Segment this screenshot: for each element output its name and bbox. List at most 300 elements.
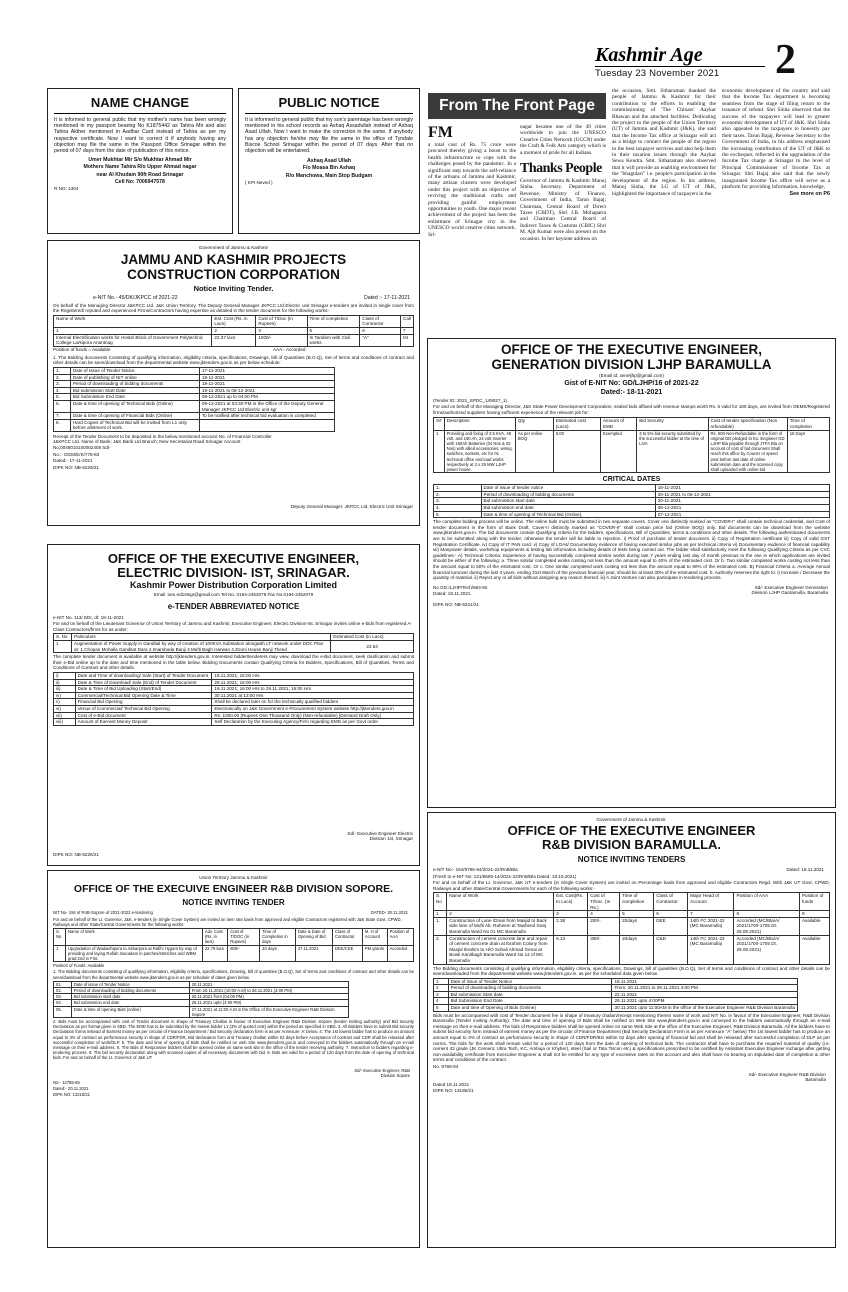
public-notice-sign3: R/o Manchowa, Main Stop Budgam — [285, 172, 373, 179]
col-num: 6 — [654, 911, 688, 918]
table-cell: Accorded (MC/Bla/A/ 2021/1700-1705 Dt. 29.09.2021) — [734, 935, 800, 964]
kpdcl-schedule-table — [53, 672, 414, 726]
kpdcl-org: Kashmir Power Distribution Corporation Limited — [129, 580, 337, 590]
table-cell: 15 Days — [787, 430, 829, 473]
table-cell: Internal Electrification works for Hostel Block of Government Polytechnic College Larkipora Anantnag — [54, 334, 212, 346]
col-header: Time of Completion in days — [260, 929, 296, 946]
table-cell: 22.11.2021 — [612, 991, 798, 998]
col-header: Date & Date of Opening of Bid — [295, 929, 332, 946]
table-cell: 3 — [434, 991, 449, 998]
table-cell: Date & time of opening of Technical Bids (Online) — [70, 400, 199, 412]
table-row — [434, 1005, 798, 1012]
col-header: Name of Work — [66, 929, 203, 946]
sopore-no: No:- 12765-65 — [53, 1079, 80, 1085]
table-cell: Bid submission start date — [481, 498, 655, 505]
table-cell: viii) — [54, 719, 76, 726]
table-cell: 1000/- — [256, 334, 307, 346]
table-cell: Period of downloading of bidding documents — [481, 491, 655, 498]
divider — [245, 113, 413, 114]
sopore-schedule-table — [53, 981, 349, 1018]
table-cell: 22.79 lacs — [202, 945, 227, 962]
table-row — [434, 998, 798, 1005]
ljhp-dated2: Dated: 18.11.2021 — [433, 591, 471, 597]
table-row — [54, 640, 414, 652]
sopore-gov: Union Territory Jammu & Kashmir — [199, 875, 268, 880]
jkpcc-sign: Deputy General Manager, JKPCC Ltd. Electric Unit Srinagar — [290, 504, 413, 510]
ljhp-tender — [427, 338, 836, 808]
table-cell: 07-12-2021 — [655, 511, 829, 518]
thanks-heading: Thanks People — [520, 161, 602, 177]
table-row — [54, 686, 414, 693]
table-row — [54, 705, 414, 712]
table-cell: 20 days — [260, 945, 296, 962]
col-num: 7 — [688, 911, 734, 918]
rnb-title2: R&B DIVISION BARAMULLA. — [541, 836, 722, 852]
table-cell: Accorded — [387, 945, 413, 962]
jkpcc-para: 1. The Bidding documents Consisting of qualifying information, eligibility criteria, specifications, Drawings, bill of Quantities (B.O.Q), Set of terms and conditions of contract and other details can be seen/download from the departmental website www.jktenders.gov.in as per below schedule: — [53, 354, 414, 366]
public-notice-sign1: Ashaq Asad Ullah — [307, 158, 351, 165]
front-page-banner-text: From The Front Page — [439, 97, 595, 114]
sopore-funds: Position of Funds: Available — [53, 963, 105, 969]
table-row — [434, 985, 798, 992]
col-header: Cost of T/Doc (In Rupees) — [256, 315, 307, 327]
table-cell: Available — [799, 935, 829, 964]
table-cell: In Tandem with Civil works — [307, 334, 360, 346]
table-row — [54, 367, 335, 374]
col-header: Amount of EMD — [600, 418, 636, 430]
table-cell: i) — [54, 672, 76, 679]
name-change-body: It is informed to general public that my mother's name has been wrongly mentioned in my passport bearing No K1875442 as Tahira Mir and also Tahira Akther mentioned in Aadhar Card instead of Tahira as per my respective certificate. Now I want to correct it if anybody having any objection may file the same in the Passport Office Srinagar within the period of 07 days from the date of publication of this notice. — [54, 117, 226, 155]
table-cell: 30.11.2021 at 13:00 Hrs — [212, 692, 414, 699]
table-cell: 06-12-2021 — [655, 504, 829, 511]
name-change-sign4: Cell No: 7006947578 — [115, 178, 165, 185]
table-cell: Date of issue of Tender Notice — [448, 978, 612, 985]
table-cell: Electronically on J&K Government e-Procurement System website http://jktenders.gov.in — [212, 705, 414, 712]
col-num: 9 — [799, 911, 829, 918]
rnb-baramulla-tender — [427, 812, 836, 1248]
col-header: Est. Cost(Rs. In Lacs) — [554, 893, 588, 911]
rnb-no: No. 9785-94 — [433, 1064, 459, 1069]
col-header: Cost of T/Doc. (In Rs.) — [588, 893, 620, 911]
rnb-title1: OFFICE OF THE EXECUTIVE ENGINEER — [507, 822, 756, 838]
jkpcc-receipt: Receipt of the Tender Document to be deposited in the below mentioned account No. of Financial Controller J&KPCC Ltd. Name of Bank; J&K Bank Ltd Branch; New Secretariat Road Srinagar Account No;0048010100002408 Sd/- — [53, 433, 272, 451]
table-cell: 23.54 — [331, 640, 414, 652]
sopore-title: OFFICE OF THE EXECUIVE ENGINEER R&B DIVISION SOPORE. — [73, 882, 394, 895]
col-header: Position of funds — [799, 893, 829, 911]
table-cell: Construction of Lane /Drain from Masjid to Back side lane of Mufti Ab. Raheem at Tawheed Ganj Baramulla Ward No 01 MC Baramulla — [447, 917, 554, 935]
col-header: Major Head of Account — [688, 893, 734, 911]
table-cell: 26.11.2021 upto (4:00 PM) — [189, 1000, 348, 1006]
table-cell: From. 20.11.2021 to 29.11.2021 4:00 PM — [612, 985, 798, 992]
table-row — [54, 334, 414, 346]
table-cell: Exempted — [600, 430, 636, 473]
sopore-para: 1. The Bidding documents consisting of qualifying information, eligibility criteria, specifications, Drawing, bill of quantities (B.O.Q), Set of terms and conditions of contract and other details can be seen/download from the departmental website www.jktenders.gov.in as per schedule of dates given below. — [53, 969, 414, 980]
table-cell: 4. — [54, 387, 71, 394]
table-cell: Bid submission Start Date — [70, 387, 199, 394]
table-cell: 18.11.2021; 16:00 Hrs — [212, 672, 414, 679]
table-cell: 14th FC 2021-22 (MC Baramulla) — [688, 935, 734, 964]
table-cell: Date & time of opening of Financial Bids (Online) — [70, 413, 199, 420]
table-cell: 18.11.2021; 16:00 Hrs to 29.11.2021; 16:00 Hrs — [212, 686, 414, 693]
rnb-fresh: (Fresh to e-NIT No: 121/8605-14/2021-22/RnB/Bla Dated: 18.10.2021) — [433, 873, 577, 879]
table-cell: PM grants — [362, 945, 387, 962]
fm-col2a: nagar became one of the 49 cities worldwide to join the UNESCO Creative Cities Network (UCCN) under the Craft & Folk Arts category which is a moment of pride for all Indians. — [520, 124, 606, 156]
issue-date: Tuesday 23 November 2021 — [595, 68, 720, 79]
kpdcl-para: The complete tender document is available at website http://jktenders.gov.in. Interested bidder/tenderers may view, download the e-Bid document, seek clarification and submit their e-Bid online up to the date and time mentioned in the table below. Bidding Documents contain Qualifying Criteria for Bidders, Specifications, Bill of Quantities, Terms and Conditions of Contract and other details. — [53, 654, 414, 671]
col-num: 1 — [54, 327, 212, 334]
rnb-intro: For and on behalf of the Lt. Governor, J&K UT e-tenders (in Single Cover System) are invited on Percentage basis from approved and eligible Contractors Regd. With J&K UT Govt. CPWD, Railways and other State/Central Governments for each of the following works:- — [433, 880, 830, 891]
rnb-body: Bids must be accompanied with cost of Tender document fee in shape of treasury challan/receipt mentioning therein name of work and NIT No. in favour of the Executive Engineer, R&B Division Baramulla (Tender inviting Authority). The date and time of opening of Bids shall be notified on Web Site www.jktenders.gov.in and conveyed to the bidders automatically through an e-mail message on their e-mail address. The bids of Responsive bidders shall be opened online on same Web Site at the office of the Executive Engineer, R&B Division Baramulla. All the bidders have to submit bid security form instead of earnest money as per the circular of Finance Department (Bid Security Declaration Form is as per Annexure "A" below) The 1st lowest bidder has to produce an amount equal to 3% of contract as performance security in shape of CDR/FDR/BG within 02 days after opening of financial bid and shall be released after successful completion of DLP as per norms. The bids for the work shall remain valid for a period of 120 days from the date of opening of technical bids. The contractor shall have to purchase the required material of quality (i.e. cement 43 grade (JK Cement, Ultra Tech, KC, Ambuja or Khyber), steel (Sail or Tata Tiscon etc) & specifications prescribed to be certified by Assistant Executive Engineer incharge after getting non-availability certificate from Executive Engineer & shall not be entitled for any type of excessive rates on this account and also shall have no bearing on stipulated date of completion & other terms and conditions of the contract. — [433, 1012, 830, 1063]
ljhp-no: No GD /LJHP/Tech/684-92 — [433, 584, 488, 590]
table-cell: Bid submission end date — [481, 504, 655, 511]
col-header: Particulars — [72, 634, 331, 641]
ljhp-gist: Gist of E-NIT No: GD/LJHP/16 of 2021-22 — [564, 379, 699, 387]
table-cell: DEE — [654, 917, 688, 935]
ljhp-dated: Dated:- 18-11-2021 — [600, 388, 663, 396]
col-header: Adv. Cost (Rs. in lacs) — [202, 929, 227, 946]
table-cell: 1. — [434, 485, 482, 492]
table-cell: iv) — [54, 692, 76, 699]
table-cell: 7. — [54, 413, 71, 420]
table-cell: Rs. 1000.00 (Rupees One Thousand Only) (Non-refundable) [Demand Draft Only] — [212, 712, 414, 719]
sopore-nit: NIT No- 194 of RnB-Sopore of 2021-2022 e-tendering — [53, 909, 153, 915]
kpdcl-dipk: DIPK NO: NB-5226/21 — [53, 852, 99, 858]
table-cell: C&D — [654, 935, 688, 964]
table-cell: 09-12-2021 at 03:30 PM in the Office of the Deputy General Manager JKPCC Ltd Electric unit sgr — [199, 400, 334, 412]
table-cell: iii) — [54, 686, 76, 693]
col-header: Time of completion — [307, 315, 360, 327]
table-row — [54, 394, 335, 401]
jkpcc-gov: Government of Jammu & Kashmir — [198, 245, 269, 250]
table-cell: 18.11.2021 — [612, 978, 798, 985]
table-cell: 4 — [434, 998, 449, 1005]
table-row — [54, 719, 414, 726]
jkpcc-schedule-table — [53, 367, 335, 432]
table-row — [434, 498, 830, 505]
table-cell: Shall be declared later on for the technically qualified bidders — [212, 699, 414, 706]
jkpcc-dated2: Dated:- 17-11-2021 — [53, 458, 93, 464]
table-cell: 18-11-2021 — [655, 485, 829, 492]
table-row — [434, 978, 798, 985]
table-row — [434, 485, 830, 492]
table-cell: 3 to 5% bid security submitted by the successful bidder at the time of LOA — [637, 430, 708, 473]
rnb-gov: Government of Jammu & Kashmir. — [596, 817, 667, 822]
table-row — [54, 374, 335, 381]
sopore-body: 2. Bids must be accompanied with cost of Tender document in shape of Treasury Challan in favour of Executive Engineer R&B Division Sopore (tender inviting authority) and Bid security Declaration as per format given in SBD. The EMD has to be submitted by the lowest bidder L1 (3% of quoted cost) within the period as specified in SBD. 3. All Bidders have to submit Bid security Declaration forms instead of Earnest money as per circular of Finance Department / Bid Security declaration form is as per Annexure 'A' below. 4. The 1st lowest bidder has to produce an amount equal to 3% of contract as performance security in shape of CDR/FDR, Bid declaration form and Treasury challan within 02 days before Acceptance of contract and CDR shall be released after successful completion of work/DLP. 5. The date and time of opening of Bids shall be notified on web Site www.jktenders.gov.in and conveyed to the bidders automatically through an e-mail message on their e-mail address. 6. The Bids of Responsive bidders shall be opened online on same web site in the office of the tender receiving authority. 7. Instruction to bidders regarding e-tendering process. 8. The bid security declaration along with scanned copies of all necessary documents with bid. 9. Bids are valid for a period of 120 days from the date of opening of technical bids. For and on behalf of the Lt. Governor of J&K UT — [53, 1019, 414, 1061]
table-cell: Ist — [401, 334, 414, 346]
sopore-tender — [47, 870, 420, 1248]
table-cell: Upgradation of Wadaishipora to Akbarpora at Rafihi Hygam by way of providing and laying Rafiah macadam in patches/stretches and WBM grad 2nd in Fmt. — [66, 945, 203, 962]
sopore-work-table — [53, 928, 414, 962]
kpdcl-abbr: e-TENDER ABBREVIATED NOTICE — [167, 601, 300, 611]
col-header: S# — [434, 418, 445, 430]
table-cell: Augmentation of Power Supply in Gandital by way of creation of 100KVA Substation alongwith LT network under DDC Plan at: 1.Chopan Mohalla Ganditat Dara 2.Imamboda Banji 3.Mufti Bagh Harwan 4.Zooni House Banji Theed — [72, 640, 331, 652]
ljhp-email: (Email id: xeneljhp@gmail.com) — [599, 373, 664, 378]
table-cell: Financial Bid Opening — [75, 699, 212, 706]
sopore-dated: DATED- 20.11.2021 — [370, 909, 408, 915]
col-header: Est. Cost (Rs. in Lacs) — [212, 315, 256, 327]
jkpcc-no: No.:- DGM/E/K/778-83 — [53, 451, 100, 457]
ljhp-sign: Sd/- Executive Engineer Generation Division LJHP Gantamulla, Baramulla — [751, 584, 828, 596]
table-cell: Cost of e-Bid document — [75, 712, 212, 719]
table-cell: 1 — [54, 640, 72, 652]
masthead — [595, 37, 835, 83]
public-notice-title: PUBLIC NOTICE — [278, 95, 380, 110]
col-header: Class of Contractor — [333, 929, 363, 946]
table-cell: Commercial/Technical Bid Opening Date & Time — [75, 692, 212, 699]
public-notice-body: It is informed to general public that my son's parentage has been wrongly mentioned in his school records as Ashaq Assadullah instead of Ashaq Asad Ullah. Now I want to make the correction in the same. If anybody has any objection he/she may file the same in the office of Tyndale Biscoe School Srinagar within the period of 07 days. After that no objection will be entertained. — [245, 117, 413, 155]
col-num: 5 — [620, 911, 654, 918]
table-cell: 4. — [434, 504, 482, 511]
table-cell: Bid submission end date — [71, 1000, 189, 1006]
table-cell: Period of downloading of bidding documents — [70, 381, 199, 388]
table-cell: 5 — [434, 1005, 449, 1012]
table-cell: 1 — [54, 945, 66, 962]
sopore-dated2: Dated:- 20.11.2021 — [53, 1085, 89, 1091]
jkpcc-subtitle: Notice Inviting Tender. — [193, 283, 274, 293]
table-cell: 6. — [54, 400, 71, 412]
table-cell: 20-11-2021 — [655, 498, 829, 505]
table-cell: 2. — [434, 935, 447, 964]
table-cell: Period of downloading of bidding documents — [448, 985, 612, 992]
rnb-dated: Dated: 18.11.2021 — [786, 866, 824, 872]
kpdcl-sign: Sd/- Executive Engineer Electric Division 1st, Srinagar — [347, 830, 413, 842]
table-cell: Providing and fixing of 3.5 KVA, 48 volt, and 160 Ah, 24 volt Inverter with 160Ah Batteries (04 Nos & 02 Nos) with allied accessories, wiring, switches, sockets, etc for 01 technical office and load works respectively at 3 x 25 MW LJHP power house. — [444, 430, 515, 473]
table-cell: 5. — [54, 394, 71, 401]
jkpcc-intro: On behalf of the Managing Director J&KPCC Ltd. J&K Union Territory, The Deputy General Manager JKPCC Ltd Electric unit Srinagar e-tenders are invited in single cover from the Registered/ reputed and experienced Firms/Contractors having expertise as detailed in the tender document for the following works:- — [53, 302, 414, 314]
col-header: Description — [444, 418, 515, 430]
name-change-title: NAME CHANGE — [90, 95, 190, 110]
kpdcl-nit: e-NIT No. 113/ EDI, dt: 18-11-2021 — [53, 614, 124, 620]
rnb-dated2: Dated 18.11.2021 — [433, 1081, 470, 1087]
table-cell: 02. — [54, 988, 72, 994]
table-row — [54, 672, 414, 679]
kpdcl-title2: ELECTRIC DIVISION- IST, SRINAGAR. — [117, 565, 350, 580]
ljhp-title2: GENERATION DIVISION LJHP BARAMULLA — [491, 357, 772, 372]
col-header: Cost of T/DOC (in Rupees) — [228, 929, 260, 946]
table-cell: 3. — [54, 381, 71, 388]
public-notice-ro: ( KPI Neved ) — [245, 179, 273, 185]
table-cell: 17-11-2021 — [199, 367, 334, 374]
kpdcl-title1: OFFICE OF THE EXECUTIVE ENGINEER, — [107, 551, 360, 566]
col-header: S. No — [54, 929, 66, 946]
table-row — [54, 945, 414, 962]
table-cell: Available — [799, 917, 829, 935]
fm-heading: FM — [428, 124, 453, 141]
table-cell: 27.11.2021 at 11:00 A.M in the Office of the Executive Engineer R&B Division Sopore — [189, 1006, 348, 1017]
jkpcc-work-table — [53, 315, 414, 347]
table-cell: 8. — [54, 419, 71, 431]
rnb-work-table — [433, 892, 830, 964]
col-header: Cost of tender specification (Non refundable) — [708, 418, 787, 430]
table-cell: Rs. 500 Non-Refundable in the form of original DD pledged to Ex. Engineer GD LJHP Bla payable through JTFA Bla on account of cost of bid document Shall reach this office by Courier or speed post before last date of online submission date and the scanned copy shall uploaded with online bid — [708, 430, 787, 473]
table-cell: Venue of Commercial/ Technical Bid Opening — [75, 705, 212, 712]
table-cell: 300/- — [588, 935, 620, 964]
brand-logo: Kashmir Age — [595, 44, 703, 66]
name-change-sign2: Mothers Name Tahira R/o Upper Ahmad nagar — [83, 164, 197, 171]
table-cell: 1 — [434, 978, 449, 985]
table-cell: 1 — [434, 430, 445, 473]
table-cell: 04. — [54, 1000, 72, 1006]
table-cell: Hard Copies of Technical Bid will be invited from L1 only before allotment of work. — [70, 419, 199, 431]
public-notice-sign2: F/o Moasa Bin Ashaq — [302, 165, 356, 172]
table-cell: Date of issue of Tender Notice — [71, 981, 189, 987]
sopore-sign: Sd/- Executive Engineer, R&B Division Sopore — [354, 1067, 410, 1078]
ljhp-dipk: DIPK NO: NB-5221/21 — [433, 601, 479, 607]
kpdcl-work-table — [53, 633, 414, 653]
col-header: Name of Work — [447, 893, 554, 911]
col-num: 1 — [434, 911, 447, 918]
col-header: Estimated cost (Lacs) — [553, 418, 600, 430]
table-cell: 5.00 — [553, 430, 600, 473]
col-header: Time of completion — [787, 418, 829, 430]
masthead-rule — [595, 66, 765, 67]
table-row — [54, 413, 335, 420]
table-row — [434, 504, 830, 511]
sopore-sub: NOTICE INVITING TENDER — [182, 897, 285, 907]
table-cell: v) — [54, 699, 76, 706]
col-header: Call — [401, 315, 414, 327]
fm-col3: the occasion, Smt. Sitharaman thanked the people of Jammu & Kashmir for their contribution to the efforts in enabling the commissioning of 'The Chinars' Aaykar Bhawan and the attached facilities. Dedicating the project to the people of the Union Territory (UT) of Jammu and Kashmir (J&K), she said that the Income Tax office at Srinagar will act as a bridge to connect the people of the region to the best taxpayer services and also help them in their taxation issues through the Aaykar Sewa Kendra. Smt. Sitharaman also observed that it will provide an enabling environment for the "bhagidari" i.e. people's participation in the development of the region. In his address, Manoj Sinha, the LG of UT of J&K, highlighted the importance of taxpayers in the — [612, 88, 716, 197]
front-page-section — [428, 88, 836, 334]
col-num: 2 — [212, 327, 256, 334]
table-row — [54, 692, 414, 699]
table-cell: Bid Submission End Date — [448, 998, 612, 1005]
table-cell: 08-12-2021 up to 04:00 PM — [199, 394, 334, 401]
table-cell: Date & Time of Bid Uploading (Start/End) — [75, 686, 212, 693]
table-cell: 01. — [54, 981, 72, 987]
public-notice — [238, 88, 420, 234]
table-cell: Date & Time of Download/ Sale (End) of Tender Document — [75, 679, 212, 686]
rnb-schedule-table — [433, 978, 798, 1012]
table-row — [434, 511, 830, 518]
ljhp-work-table — [433, 417, 830, 473]
col-header: S. No — [434, 893, 447, 911]
page-number: 2 — [775, 37, 796, 83]
sopore-dipk: DIPK NO: 13218/21 — [53, 1092, 91, 1098]
jkpcc-title1: JAMMU AND KASHMIR PROJECTS — [120, 251, 347, 267]
table-cell: 14th FC 2021-22 (MC Baramulla) — [688, 917, 734, 935]
table-cell: vi) — [54, 705, 76, 712]
col-header: M. H of Account — [362, 929, 387, 946]
table-cell: 18-11-2021 — [199, 381, 334, 388]
table-cell: Bid Submission End Date — [70, 394, 199, 401]
table-cell: ii) — [54, 679, 76, 686]
table-row — [434, 935, 830, 964]
table-cell: DEE/CEE — [333, 945, 363, 962]
table-cell: 20.11.2021 — [189, 981, 348, 987]
col-header: S. No — [54, 634, 72, 641]
rnb-dipk: DIPK NO: 13186/21 — [433, 1088, 474, 1094]
table-row — [54, 712, 414, 719]
rnb-para: The Bidding documents consisting of qualifying information, eligibility criteria, specifications, Drawings, bill of quantities (B.O.Q), Set of terms and conditions of contract and other details can be seen/downloaded from the departmental website www.jktenders.gov.in. as per the scheduled data given below. — [433, 965, 830, 977]
table-row — [434, 917, 830, 935]
see-more-link[interactable]: See more on P6 — [789, 190, 830, 197]
table-cell: 1. — [54, 367, 71, 374]
ljhp-title1: OFFICE OF THE EXECUTIVE ENGINEER, — [500, 342, 763, 357]
kpdcl-email: Email :xen.ed1stsgr@gmail.com Tel No. 0194-2452079 Fax No.0194-2452079 — [153, 592, 314, 597]
col-num: 6 — [360, 327, 401, 334]
table-cell: 20days — [620, 917, 654, 935]
table-cell: 22.37 lacs — [212, 334, 256, 346]
table-cell: Date & time of opening of Technical Bid (Online). — [481, 511, 655, 518]
table-row — [434, 430, 830, 473]
col-header: Time of completion — [620, 893, 654, 911]
table-cell: "A" — [360, 334, 401, 346]
ljhp-critical-table — [433, 484, 830, 518]
col-header: Class of Contractor — [360, 315, 401, 327]
kpdcl-tender — [47, 544, 420, 866]
ljhp-intro: For and on behalf of the Managing Director, J&K State Power Development Corporation, sealed bids affixed with revenue stamps worth Rs. 6 valid for 180 days, are invited from OEMS/Registered firms/authorized suppliers having sufficient experience of the relevant job for: — [433, 404, 830, 415]
jkpcc-aaa: AAA:- Accorded — [273, 346, 306, 352]
table-cell: Period of downloading of bidding documents — [71, 988, 189, 994]
table-cell: To be notified after technical bid evaluation is completed — [199, 413, 334, 420]
col-header: Position of AAA — [734, 893, 800, 911]
ljhp-critical-title: CRITICAL DATES — [602, 476, 661, 484]
rnb-sub: NOTICE INVITING TENDERS — [577, 854, 686, 864]
col-header: Class of Contractor — [654, 893, 688, 911]
table-cell — [199, 419, 334, 431]
table-cell: Construction of cement concrete lane and repair of cement concrete drain at Ibrahim Colony from Masjid Ibrahim to H/O Suhail Ahmad Genai at Bowli Kanitbagh Baramulla Ward No 14 of MC Baramulla — [447, 935, 554, 964]
table-cell: Self Declaration by the Executing Agency/Firm regarding EMD as per Govt order — [212, 719, 414, 726]
divider — [54, 113, 226, 114]
table-cell: 2. — [54, 374, 71, 381]
col-num: 3 — [554, 911, 588, 918]
table-cell: Accorded (MC/Bla/A/ 2021/1700-1705 Dt. 29.09.2021) — [734, 917, 800, 935]
col-num: 3 — [256, 327, 307, 334]
table-cell: 2.38 — [554, 917, 588, 935]
col-header: Qty — [515, 418, 553, 430]
name-change-sign1: Umer Mukhtar Mir S/o Mukhtar Ahmad Mir — [88, 157, 192, 164]
table-cell: 18-11-2021 to 08-12-2021 — [199, 387, 334, 394]
table-cell: Date of publishing of NIT online — [70, 374, 199, 381]
ljhp-tender-id: (Tender ID: 2021_SPDC_149027_1) — [433, 397, 508, 403]
table-cell: Amount of Earnest Money Deposit — [75, 719, 212, 726]
table-row — [434, 491, 830, 498]
table-cell: 1. — [434, 917, 447, 935]
name-change-ro: R NO: 1304 — [54, 186, 79, 192]
col-num: 8 — [734, 911, 800, 918]
table-cell: 6.13 — [554, 935, 588, 964]
table-cell: 29.11.2021; 16:00 Hrs — [212, 679, 414, 686]
jkpcc-tender — [47, 240, 420, 526]
table-cell: 2 — [434, 985, 449, 992]
table-cell: From 20.11.2021 (10:00 A.M) to 26.11.2021 (4:00 PM) — [189, 988, 348, 994]
fm-col4: economic development of the country and said that the Income Tax department is becoming seamless from the stage of filing return to the issuance of refund. Shri Sinha observed that the success of the taxpayers will lead to greater economic development of UT of J&K. Shri Sinha also appealed to the taxpayers to honestly pay their taxes. Tarun Bajaj, Revenue Secretary to the Government of India, in his address emphasised the increasing contribution of the UT of J&K to the exchequer, reflected in the upgradation of the Income Tax charge at Srinagar to the level of Principal Commissioner of Income Tax at Srinagar. Shri Bajaj also said that the newly inaugurated Income Tax office will serve as a platform for providing information, knowledge, — [722, 88, 830, 191]
rnb-nit: e-NIT No:- 154/9785-94/2021-22/RnB/Bla — [433, 866, 518, 872]
table-cell: 2. — [434, 491, 482, 498]
table-row — [54, 1006, 349, 1017]
col-header: Name of Work — [54, 315, 212, 327]
table-row — [54, 699, 414, 706]
table-cell: Date and time of Opening of Bids (Online) — [448, 1005, 612, 1012]
col-header: Bid Security — [637, 418, 708, 430]
sopore-intro: For and on behalf of the Lt. Governor, J&K, e-tenders (in Single Cover System) are invited on item rate basis from approved and eligible Contractors registered with J&K State Govt. CPWD, Railways and other State/Central Governments for the following works: — [53, 916, 402, 927]
jkpcc-funds: Position of funds = Available — [53, 346, 111, 352]
table-row — [54, 387, 335, 394]
table-cell: Date and Time of downloading/ Sale (Start) of Tender Document — [75, 672, 212, 679]
table-cell: Bid submission Start date — [448, 991, 612, 998]
table-cell: As per online BOQ — [515, 430, 553, 473]
col-num: 2 — [447, 911, 554, 918]
col-header: Position of AAA — [387, 929, 413, 946]
table-cell: 20.11.2021 from (04:00 PM) — [189, 994, 348, 1000]
table-cell: Bid submission start date — [71, 994, 189, 1000]
table-cell: 20-11-2021 to 06-12-2021 — [655, 491, 829, 498]
rnb-sign: Sd/- Executive Engineer R&B Division Baramulla — [748, 1071, 826, 1083]
table-cell: vii) — [54, 712, 76, 719]
table-cell: Date & time of opening Bids (online) — [71, 1006, 189, 1017]
